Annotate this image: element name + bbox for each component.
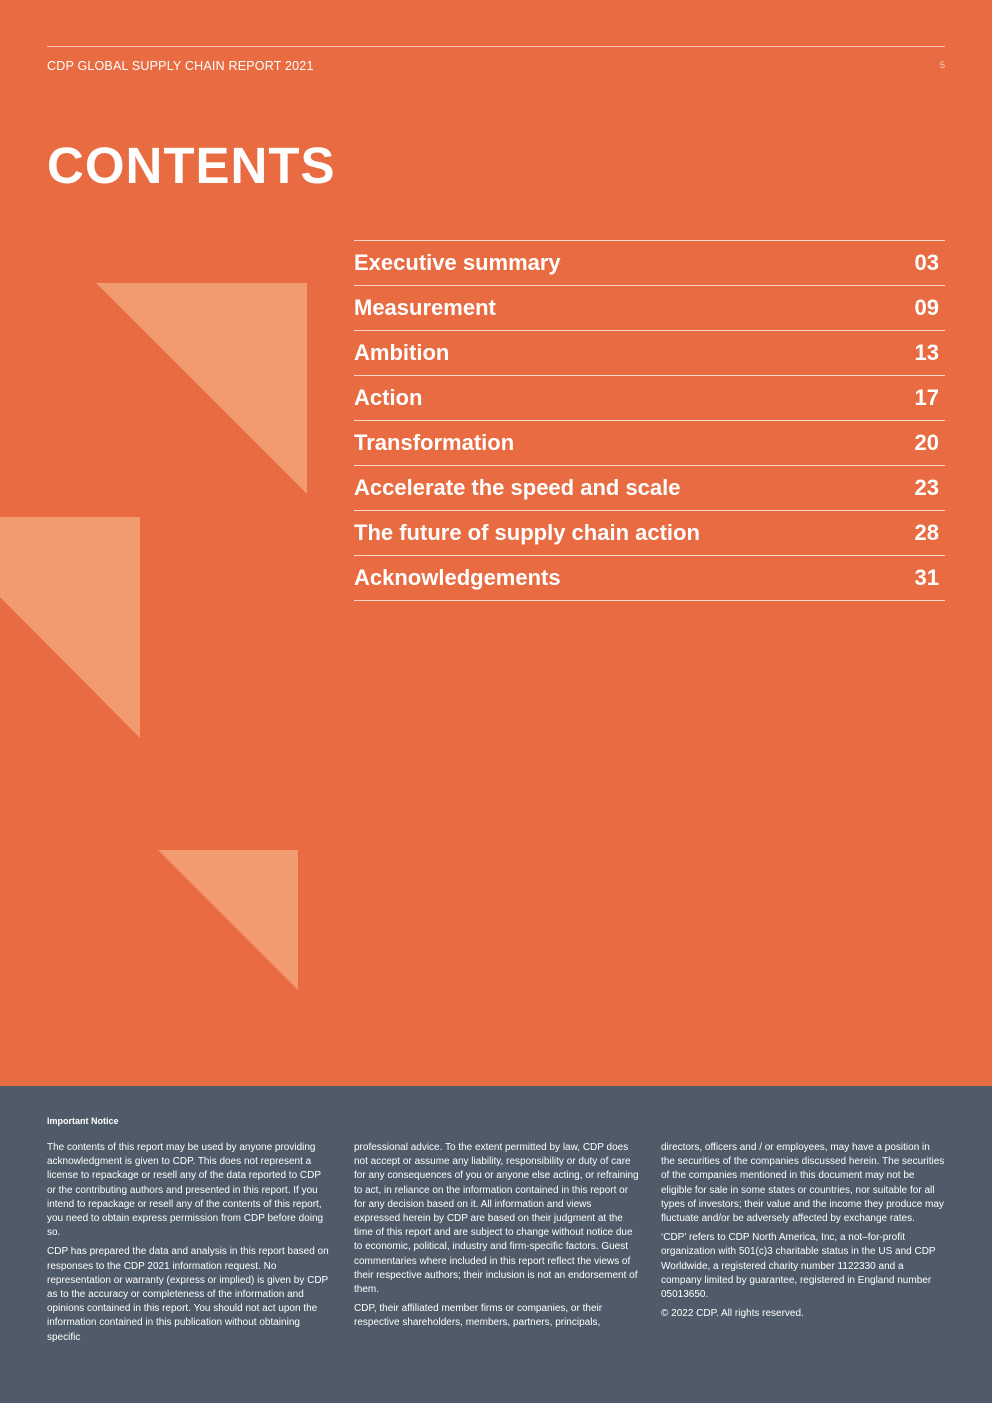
toc-page: 03 [914,250,939,275]
notice-column-1 [47,1141,332,1350]
notice-paragraph: ‘CDP’ refers to CDP North America, Inc, a not–for-profit organization with 501(c)3 charitable status in the US and CDP Worldwide, a registered charity number 1122330 and a company limited by guarantee, registered in England number 05013650. [661,1232,936,1301]
notice-title: Important Notice [47,1116,119,1126]
toc-item-transformation[interactable] [354,421,945,466]
toc-page: 13 [914,340,939,365]
toc-item-ambition[interactable] [354,331,945,376]
toc-label: Accelerate the speed and scale [354,475,681,500]
notice-copyright: © 2022 CDP. All rights reserved. [661,1308,804,1320]
notice-column-2 [354,1141,639,1336]
toc-label: Executive summary [354,250,561,275]
report-title: CDP GLOBAL SUPPLY CHAIN REPORT 2021 [47,59,314,73]
toc-page: 31 [914,565,939,590]
triangle-bottom [158,850,298,990]
triangle-middle [0,517,140,738]
toc-page: 20 [914,430,939,455]
toc-label: Measurement [354,295,496,320]
notice-paragraph: The contents of this report may be used by anyone providing acknowledgment is given to CDP. This does not represent a license to repackage or resell any of the data reported to CDP or the contributing authors and presented in this report. If you intend to repackage or resell any of the contents of this report, you need to obtain express permission from CDP before doing so. [47,1142,324,1239]
toc-item-executive-summary[interactable] [354,241,945,286]
page-title: CONTENTS [47,137,336,194]
notice-paragraph: CDP has prepared the data and analysis in this report based on responses to the CDP 2021 information request. No representation or warranty (express or implied) is given by CDP as to the accuracy or completeness of the information and opinions contained in this report. You should not act upon the information contained in this publication without obtaining specific [47,1246,329,1343]
toc-page: 09 [914,295,939,320]
table-of-contents [354,240,945,601]
page-number: 5 [939,60,945,71]
toc-item-future[interactable] [354,511,945,556]
toc-item-measurement[interactable] [354,286,945,331]
toc-page: 17 [914,385,939,410]
toc-label: Ambition [354,340,450,365]
toc-label: Action [354,385,423,410]
toc-page: 28 [914,520,939,545]
notice-paragraph: professional advice. To the extent permitted by law, CDP does not accept or assume any liability, responsibility or duty of care for any consequences of you or anyone else acting, or refraining to act, in reliance on the information contained in this report or for any decision based on it. All information and views expressed herein by CDP are based on their judgment at the time of this report and are subject to change without notice due to economic, political, industry and firm-specific factors. Guest commentaries where included in this report reflect the views of their respective authors; their inclusion is not an endorsement of them. [354,1142,639,1296]
notice-paragraph: CDP, their affiliated member firms or companies, or their respective shareholders, members, partners, principals, [354,1303,603,1329]
toc-item-accelerate[interactable] [354,466,945,511]
toc-label: Acknowledgements [354,565,561,590]
notice-paragraph: directors, officers and / or employees, may have a position in the securities of the companies discussed herein. The securities of the companies mentioned in this document may not be eligible for sale in some states or countries, nor suitable for all types of investors; their value and the income they produce may fluctuate and/or be adversely affected by exchange rates. [661,1142,945,1225]
toc-page: 23 [914,475,939,500]
toc-item-acknowledgements[interactable] [354,556,945,601]
toc-label: Transformation [354,430,515,455]
important-notice [0,1086,992,1403]
triangle-top [96,283,307,494]
toc-item-action[interactable] [354,376,945,421]
notice-column-3 [661,1141,946,1326]
toc-label: The future of supply chain action [354,520,700,545]
